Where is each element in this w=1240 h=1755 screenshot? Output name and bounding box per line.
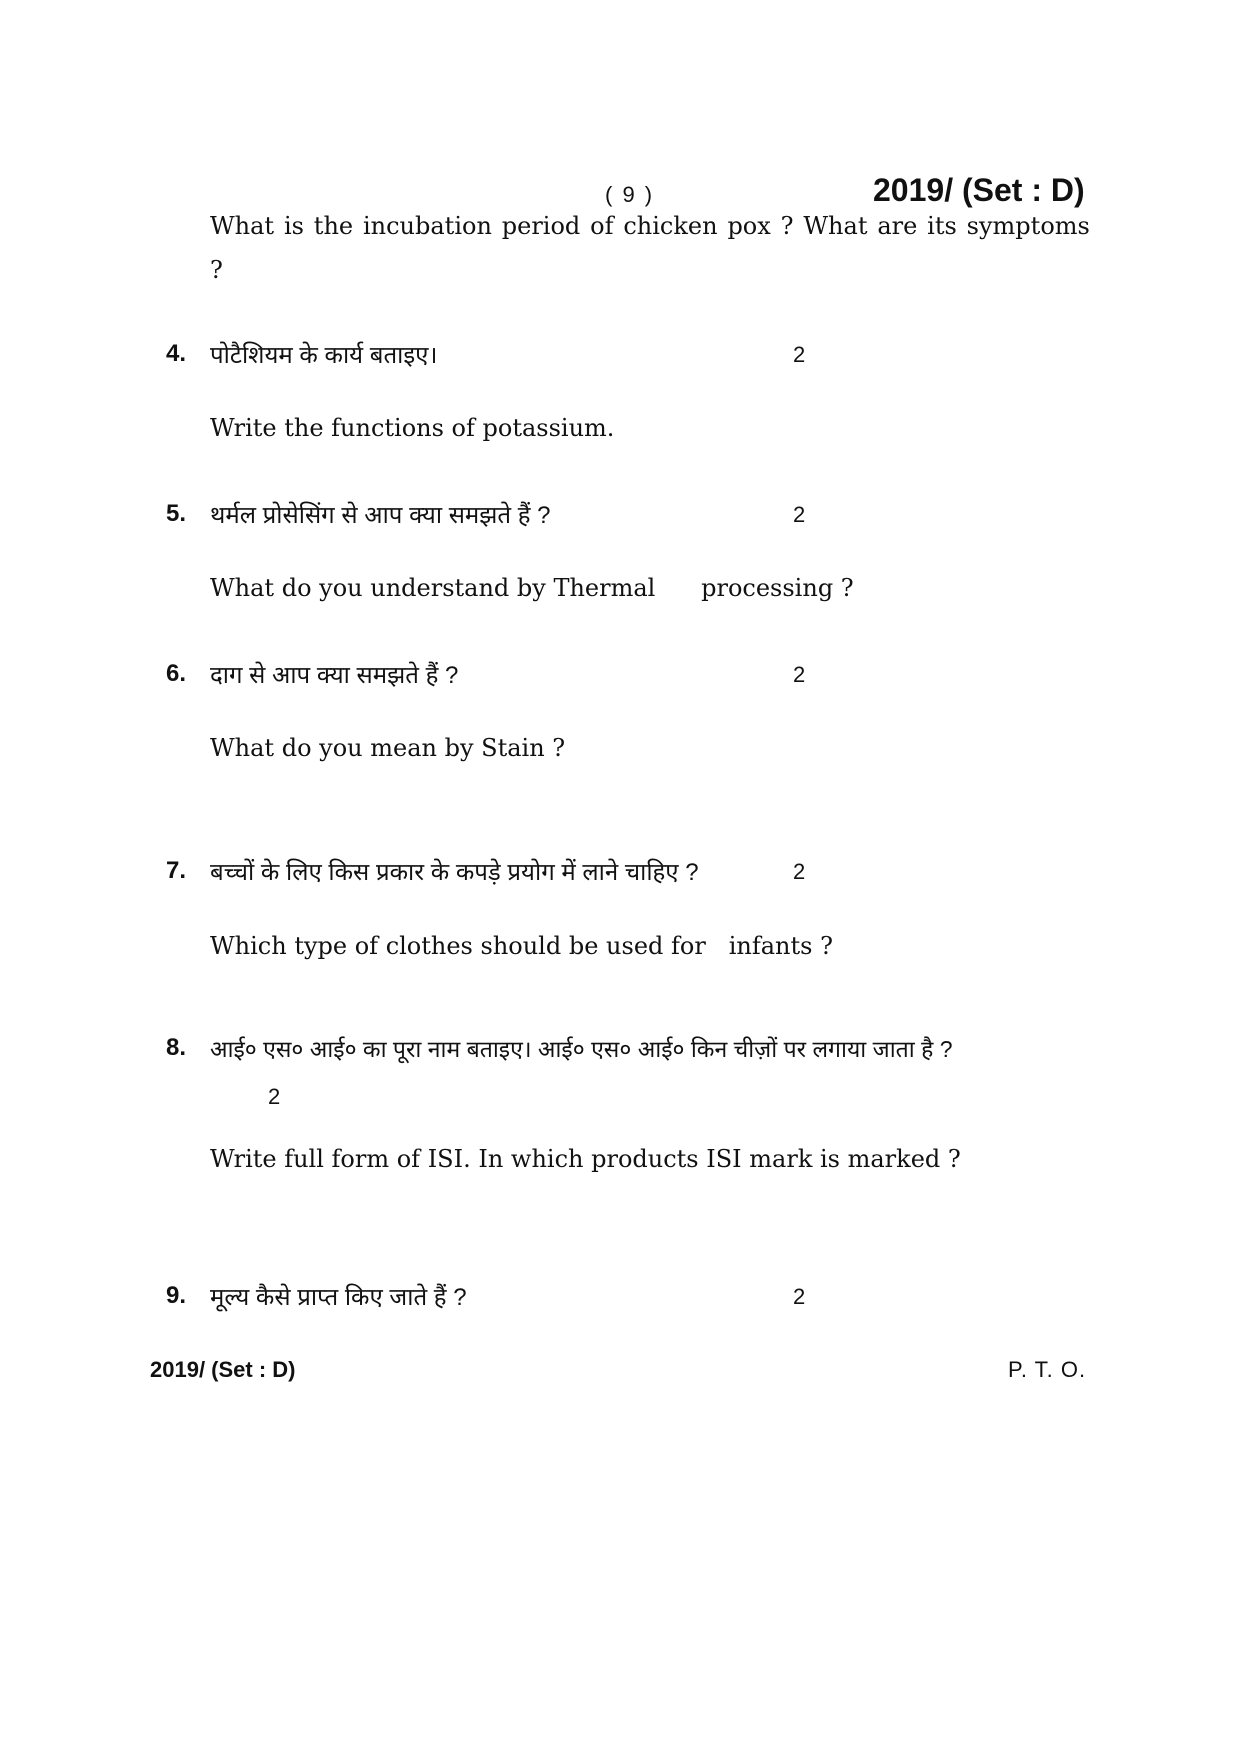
question-marks: 2 xyxy=(268,1084,281,1109)
header-set-code: 2019/ (Set : D) xyxy=(873,172,1085,208)
intro-word: the xyxy=(313,212,354,240)
intro-word: ? xyxy=(780,212,794,240)
intro-word: symptoms xyxy=(966,212,1090,240)
question-number: 6. xyxy=(166,660,187,687)
question-english: Which type of clothes should be used for infants ? xyxy=(210,932,833,960)
question-marks: 2 xyxy=(793,502,806,527)
question-english: What do you understand by Thermal processing ? xyxy=(210,574,854,602)
question-hindi: थर्मल प्रोसेसिंग से आप क्या समझते हैं ? xyxy=(210,502,551,529)
question-marks: 2 xyxy=(793,342,806,367)
intro-question-line-2: ? xyxy=(210,256,223,284)
question-marks: 2 xyxy=(793,859,806,884)
question-hindi: दाग से आप क्या समझते हैं ? xyxy=(210,662,459,689)
intro-word: What xyxy=(803,212,868,240)
intro-word: incubation xyxy=(362,212,492,240)
question-number: 5. xyxy=(166,500,187,527)
question-hindi: मूल्य कैसे प्राप्त किए जाते हैं ? xyxy=(210,1284,467,1311)
intro-word: of xyxy=(590,212,614,240)
question-number: 4. xyxy=(166,340,187,367)
intro-word: chicken xyxy=(623,212,718,240)
question-number: 9. xyxy=(166,1282,187,1309)
question-number: 8. xyxy=(166,1034,187,1061)
intro-question-line-1 xyxy=(210,212,1090,240)
question-marks: 2 xyxy=(793,1284,806,1309)
intro-word: are xyxy=(877,212,918,240)
question-marks: 2 xyxy=(793,662,806,687)
question-number: 7. xyxy=(166,857,187,884)
intro-word: is xyxy=(283,212,304,240)
intro-word: its xyxy=(927,212,957,240)
question-english: Write the functions of potassium. xyxy=(210,414,615,442)
intro-word: period xyxy=(501,212,581,240)
question-english: What do you mean by Stain ? xyxy=(210,734,566,762)
intro-word: What xyxy=(210,212,275,240)
intro-word: pox xyxy=(727,212,771,240)
footer-set-code: 2019/ (Set : D) xyxy=(150,1357,296,1382)
question-hindi: आई० एस० आई० का पूरा नाम बताइए। आई० एस० आई० किन चीज़ों पर लगाया जाता है ? xyxy=(210,1036,953,1062)
question-hindi: बच्चों के लिए किस प्रकार के कपड़े प्रयोग में लाने चाहिए ? xyxy=(210,859,699,886)
page-number: ( 9 ) xyxy=(605,182,655,207)
question-hindi: पोटैशियम के कार्य बताइए। xyxy=(210,342,438,369)
footer-pto: P. T. O. xyxy=(1008,1357,1087,1382)
question-english: Write full form of ISI. In which products ISI mark is marked ? xyxy=(210,1145,961,1173)
